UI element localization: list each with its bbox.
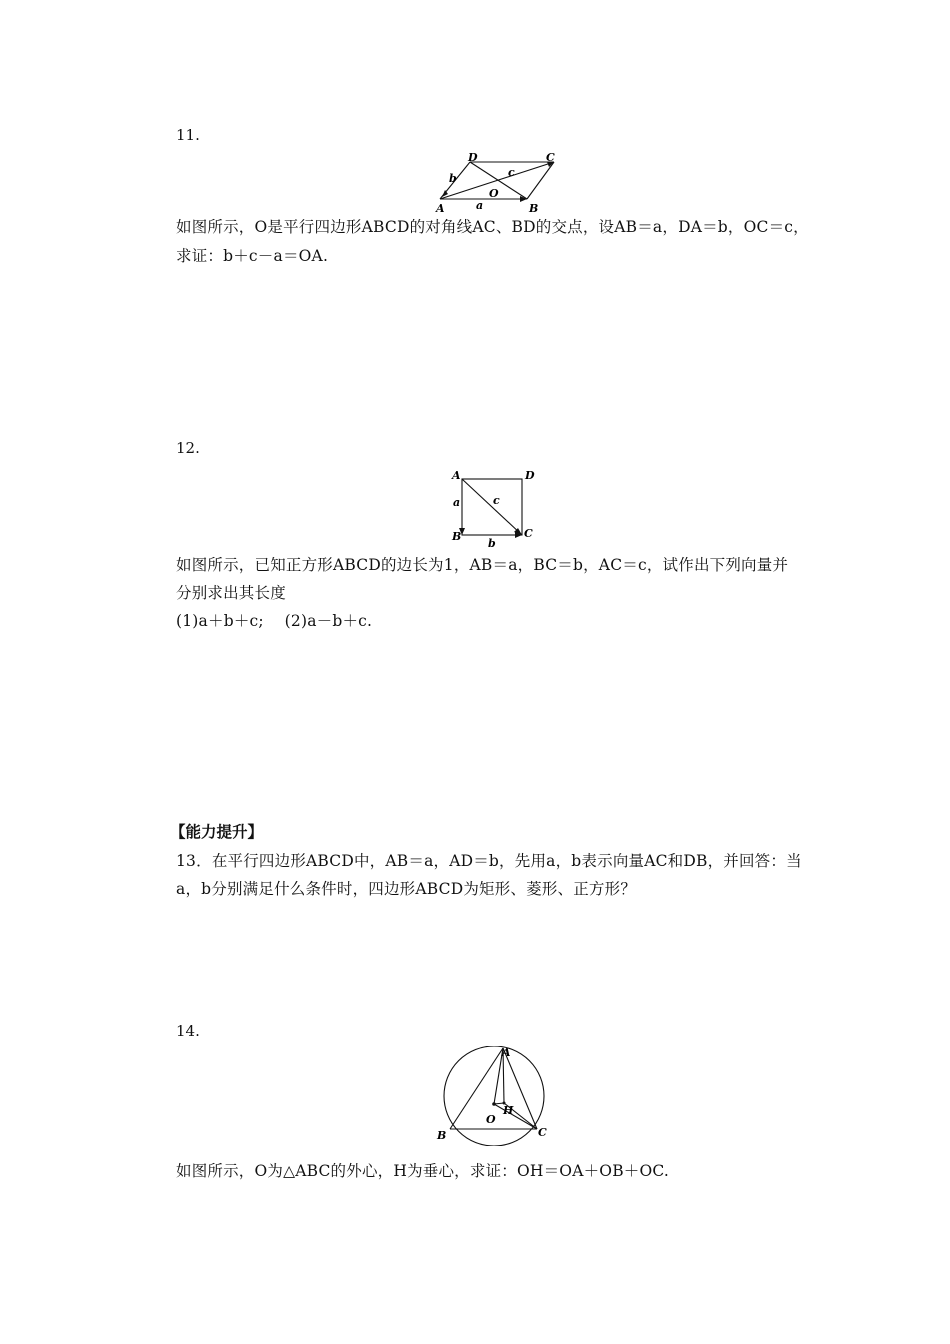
segment-OC xyxy=(494,1104,537,1129)
label-B: B xyxy=(437,1129,447,1142)
label-B: B xyxy=(452,530,462,543)
label-A: A xyxy=(436,202,445,215)
point-O xyxy=(492,1102,496,1106)
q14-text-line1: 如图所示，O为△ABC的外心，H为垂心，求证：OH＝OA＋OB＋OC. xyxy=(176,1162,670,1180)
q14-number: 14. xyxy=(176,1022,200,1040)
square-diagram xyxy=(448,466,540,550)
q12-figure xyxy=(448,466,540,550)
label-c: c xyxy=(493,494,500,507)
label-H: H xyxy=(503,1104,514,1117)
q13-text-line1: 13．在平行四边形ABCD中，AB＝a，AD＝b，先用a，b表示向量AC和DB，并回答：当 xyxy=(176,852,802,870)
label-O: O xyxy=(489,187,499,200)
label-C: C xyxy=(524,527,533,540)
label-B: B xyxy=(529,202,539,215)
label-C: C xyxy=(546,151,555,164)
parallelogram-diagram xyxy=(432,150,567,215)
label-D: D xyxy=(468,151,478,164)
edge-BC xyxy=(527,162,554,199)
label-a: a xyxy=(453,496,461,509)
circumcircle-diagram xyxy=(434,1046,554,1146)
q12-text-line1: 如图所示，已知正方形ABCD的边长为1，AB＝a，BC＝b，AC＝c，试作出下列向量并 xyxy=(176,556,789,574)
q14-figure xyxy=(434,1046,554,1146)
q13-text-line2: a，b分别满足什么条件时，四边形ABCD为矩形、菱形、正方形？ xyxy=(176,880,637,898)
label-a: a xyxy=(476,199,484,212)
label-b: b xyxy=(449,172,457,185)
q11-figure xyxy=(432,150,567,215)
q12-text-line2: 分别求出其长度 xyxy=(176,584,286,602)
label-A: A xyxy=(452,469,461,482)
label-b: b xyxy=(488,537,496,550)
label-C: C xyxy=(538,1126,547,1139)
section-heading: 【能力提升】 xyxy=(170,822,264,841)
q11-number: 11. xyxy=(176,126,200,144)
diagonal-AC xyxy=(462,479,522,535)
q11-text-line1: 如图所示，O是平行四边形ABCD的对角线AC、BD的交点，设AB＝a，DA＝b，OC＝c， xyxy=(176,218,809,236)
q12-text-line3: (1)a＋b＋c; (2)a－b＋c. xyxy=(176,612,373,630)
label-c: c xyxy=(508,166,515,179)
label-O: O xyxy=(486,1113,496,1126)
label-D: D xyxy=(525,469,535,482)
q11-text-line2: 求证：b＋c－a＝OA. xyxy=(176,247,329,265)
label-A: A xyxy=(502,1046,511,1059)
q12-number: 12. xyxy=(176,439,200,457)
